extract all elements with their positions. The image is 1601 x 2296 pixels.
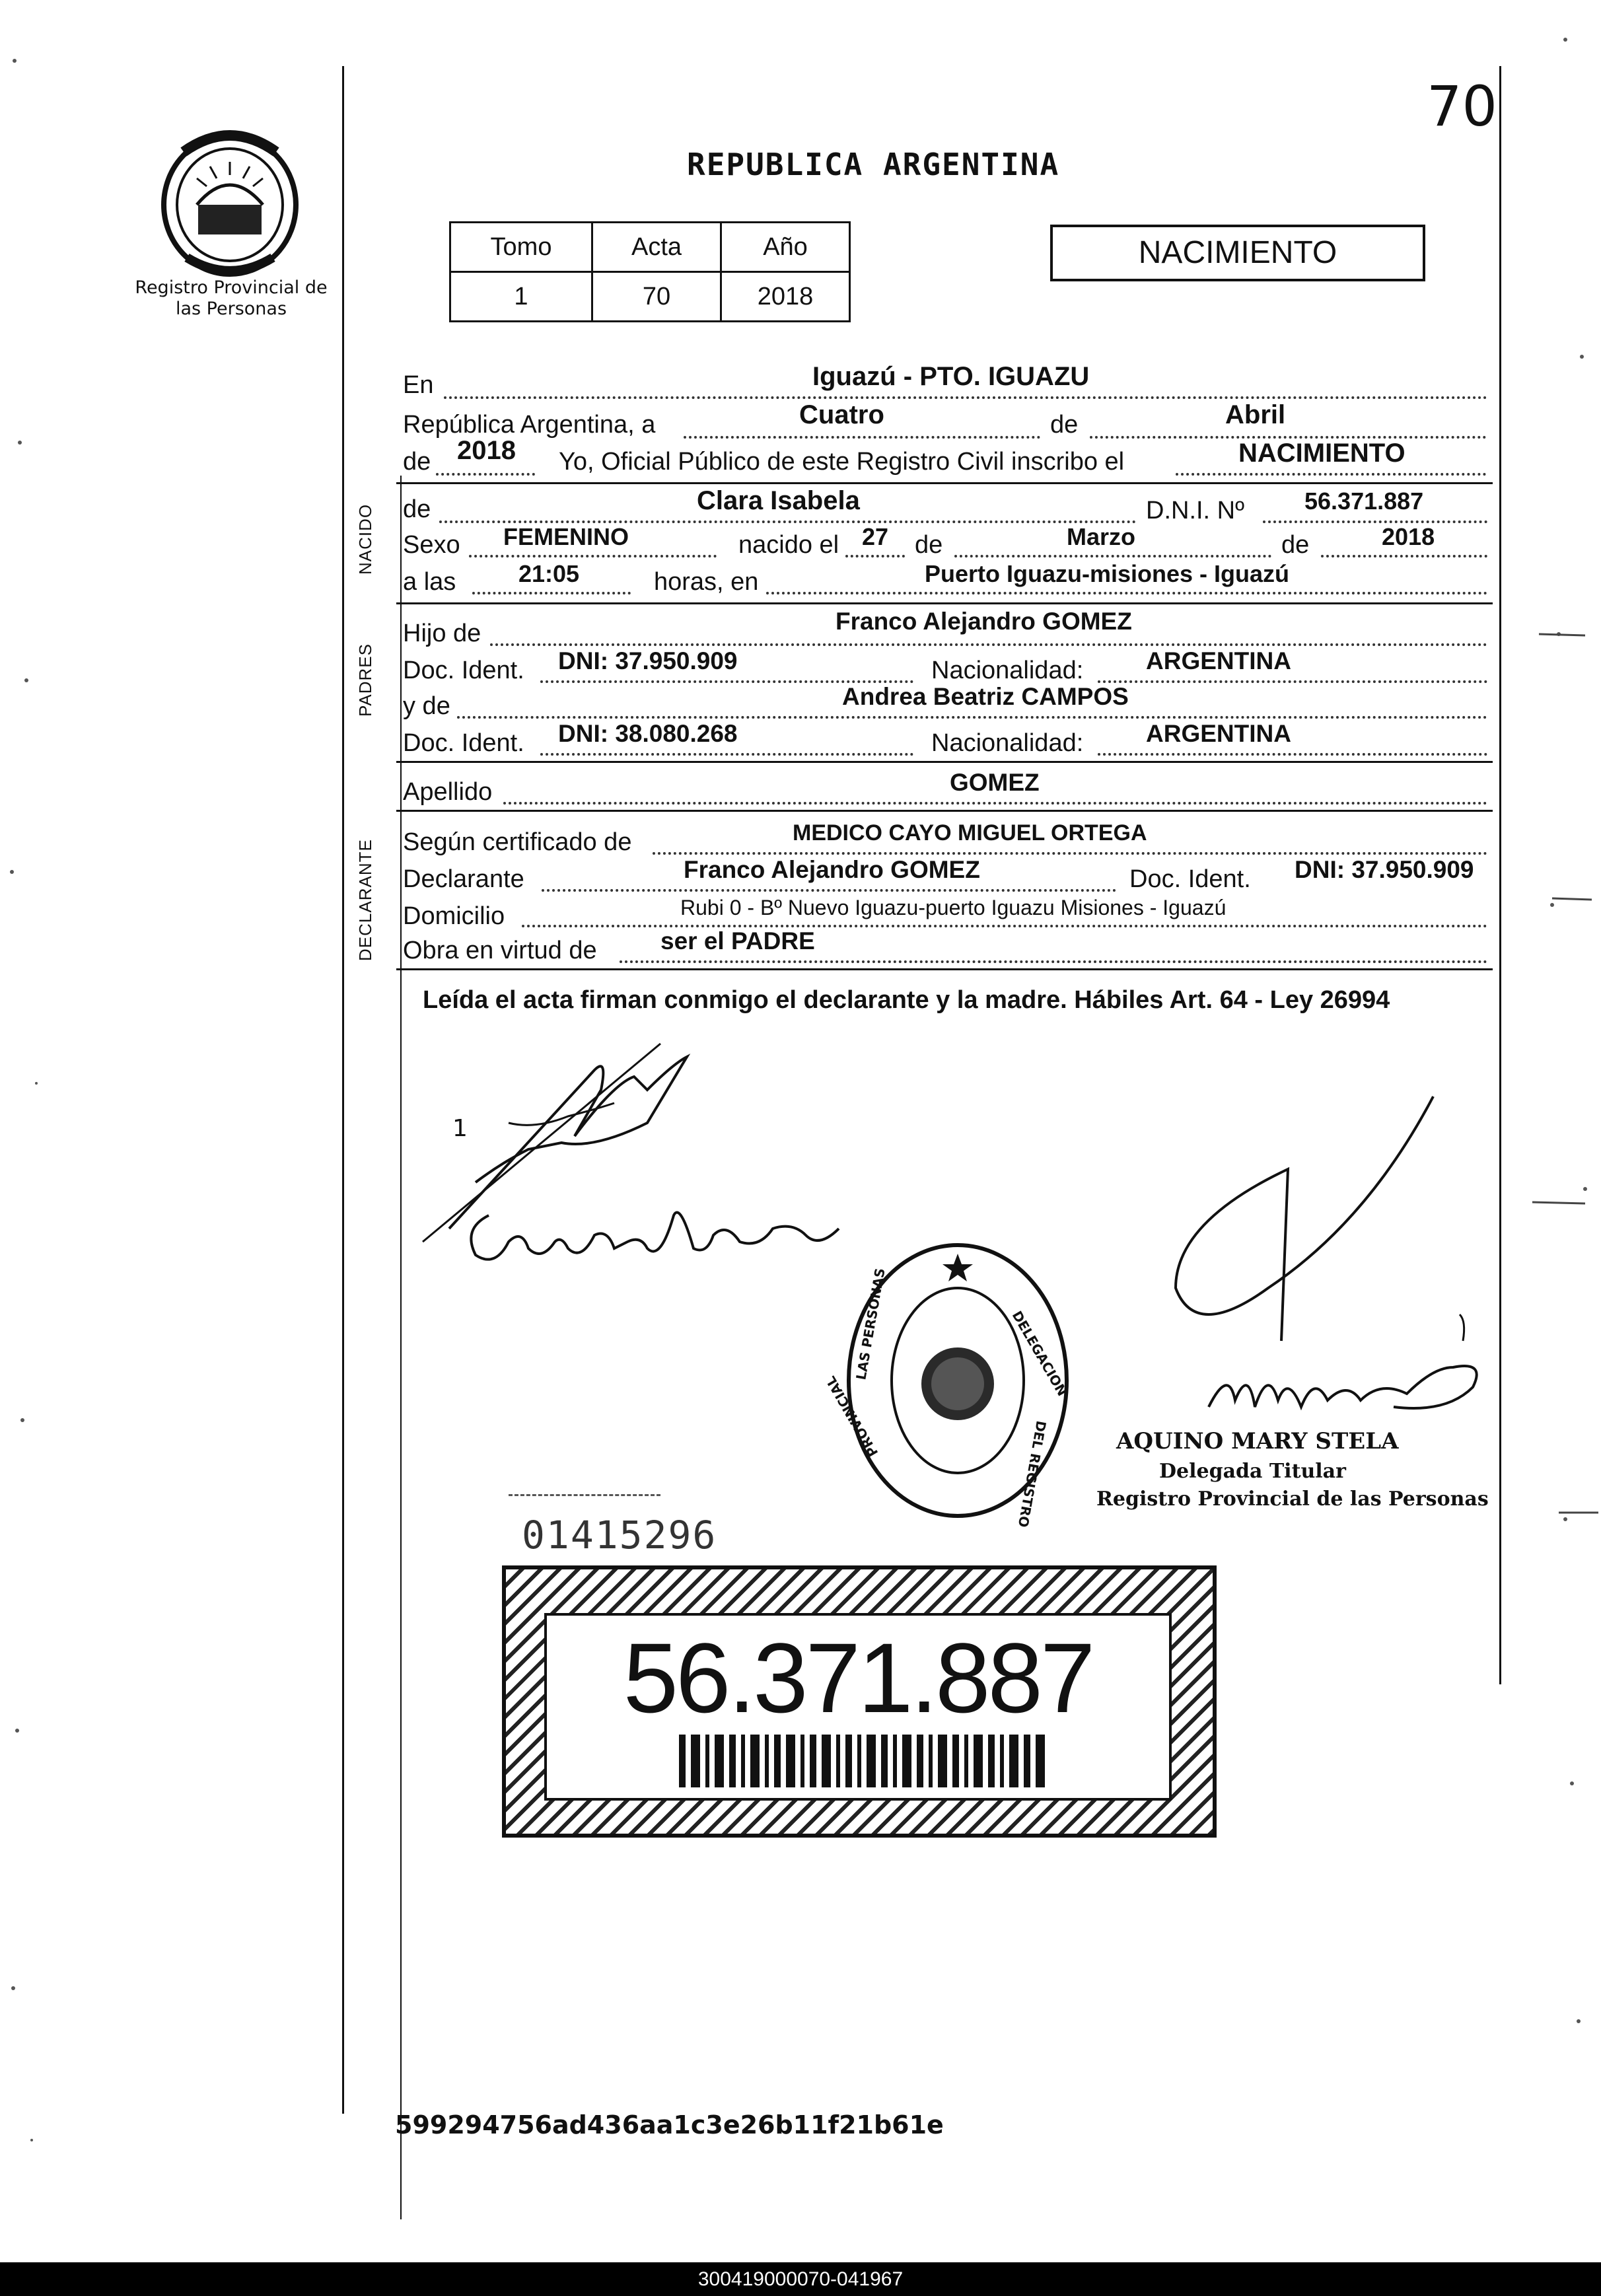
birth-place-value: Puerto Iguazu-misiones - Iguazú [925,560,1290,587]
closing-statement: Leída el acta firman conmigo el declarante y la madre. Hábiles Art. 64 - Ley 26994 [423,986,1390,1014]
a-las-label: a las [403,568,456,596]
page-number: 70 [1427,74,1497,139]
rule [396,482,1493,484]
apellido-label: Apellido [403,778,493,806]
sexo-label: Sexo [403,531,460,559]
day-word-value: Cuatro [799,400,884,429]
birth-time-value: 21:05 [518,560,580,587]
dotted-line [1263,520,1487,523]
year-value: 2018 [457,436,516,465]
value-acta: 70 [592,272,721,322]
rule [396,602,1493,604]
dotted-line [436,473,535,476]
value-ano: 2018 [721,272,850,322]
de2-label: de [403,448,431,476]
province-seal [157,126,302,277]
registry-label: Registro Provincial de las Personas [135,277,328,319]
father-nat-value: ARGENTINA [1146,647,1291,674]
nacido-el-label: nacido el [738,531,839,559]
de-label: de [1050,411,1079,439]
nacido-de-label: de [403,495,431,523]
en-label: En [403,371,434,399]
yo-label: Yo, Oficial Público de este Registro Civil inscribo el [559,448,1125,476]
doc-label: Doc. Ident. [403,729,524,757]
rule [396,761,1493,763]
dotted-line [653,852,1487,855]
declarante-value: Franco Alejandro GOMEZ [684,856,980,883]
nacionalidad-label: Nacionalidad: [931,729,1084,757]
content-left-line [400,476,402,2219]
official-role: Delegada Titular [1159,1460,1346,1483]
child-name-value: Clara Isabela [697,486,860,515]
section-label-padres: PADRES [355,643,375,717]
svg-text:DEL REGISTRO: DEL REGISTRO [1014,1419,1050,1529]
dotted-line [472,592,631,594]
nacionalidad-label: Nacionalidad: [931,657,1084,684]
header-ano: Año [721,223,850,272]
barcode-label [502,1565,1217,1838]
sexo-value: FEMENINO [503,523,629,550]
de-label: de [915,531,943,559]
y-de-label: y de [403,692,450,720]
place-value: Iguazú - PTO. IGUAZU [812,362,1090,391]
dotted-line [1321,555,1487,557]
birth-month-value: Marzo [1067,523,1136,550]
rule [396,968,1493,970]
rule [396,810,1493,812]
section-label-declarante: DECLARANTE [355,839,375,961]
birth-day-value: 27 [862,523,889,550]
dotted-line [954,555,1271,557]
dotted-line [1098,680,1487,683]
certificado-value: MEDICO CAYO MIGUEL ORTEGA [793,820,1147,845]
declarante-label: Declarante [403,865,524,893]
svg-text:LAS PERSONAS: LAS PERSONAS [853,1266,888,1381]
republica-label: República Argentina, a [403,411,656,439]
dotted-line [503,802,1487,805]
stamp-number: 01415296 [522,1513,717,1558]
birth-year-value: 2018 [1382,523,1435,550]
mother-signature [449,1176,872,1281]
doc-label: Doc. Ident. [403,657,524,684]
child-dni-value: 56.371.887 [1304,487,1424,515]
act-type-box: NACIMIENTO [1050,225,1425,281]
domicilio-value: Rubi 0 - Bº Nuevo Iguazu-puerto Iguazu Misiones - Iguazú [680,896,1227,919]
dotted-line [620,960,1487,963]
dotted-line [490,643,1487,646]
section-label-nacido: NACIDO [355,503,375,575]
document-hash: 599294756ad436aa1c3e26b11f21b61e [395,2110,944,2139]
dotted-line [845,555,905,557]
value-tomo: 1 [450,272,592,322]
obra-value: ser el PADRE [660,927,815,954]
dotted-line [457,716,1487,719]
dotted-line [1176,473,1486,476]
hijo-label: Hijo de [403,620,481,647]
official-stamp [822,1235,1077,1529]
horas-label: horas, en [654,568,759,596]
dotted-line [684,436,1040,439]
header-acta: Acta [592,223,721,272]
official-signature [1116,1090,1512,1460]
dotted-line [766,592,1487,594]
father-doc-value: DNI: 37.950.909 [558,647,738,674]
svg-text:DELEGACION: DELEGACION [1009,1308,1071,1399]
dotted-line [542,889,1116,892]
apellido-value: GOMEZ [950,769,1040,796]
official-name: AQUINO MARY STELA [1116,1428,1399,1454]
barcode-panel [544,1613,1172,1801]
header-tomo: Tomo [450,223,592,272]
register-table [449,221,851,322]
stamp-number-rule [509,1494,660,1496]
obra-label: Obra en virtud de [403,937,597,964]
table-value-row [450,272,850,322]
de-label: de [1281,531,1310,559]
month-value: Abril [1225,400,1286,429]
dotted-line [540,753,913,756]
dotted-line [469,555,717,557]
svg-text:PROVINCIAL: PROVINCIAL [822,1373,882,1460]
certificado-label: Según certificado de [403,828,632,856]
official-org: Registro Provincial de las Personas [1096,1488,1489,1511]
inscribed-value: NACIMIENTO [1238,439,1405,468]
mother-doc-value: DNI: 38.080.268 [558,720,738,747]
document-title: REPUBLICA ARGENTINA [687,147,1060,182]
declarante-doc-value: DNI: 37.950.909 [1295,856,1474,883]
table-header-row [450,223,850,272]
signature-mark: 1 [452,1115,468,1142]
mother-name-value: Andrea Beatriz CAMPOS [842,683,1129,710]
dotted-line [1098,753,1487,756]
barcode-icon [679,1735,1049,1787]
dotted-line [444,396,1487,399]
footer-barcode-id: 300419000070-041967 [0,2262,1601,2296]
doc-label: Doc. Ident. [1129,865,1251,893]
dni-label: D.N.I. Nº [1146,497,1244,524]
barcode-number: 56.371.887 [623,1622,1093,1733]
left-margin-line [342,66,344,2114]
mother-nat-value: ARGENTINA [1146,720,1291,747]
domicilio-label: Domicilio [403,902,505,930]
father-name-value: Franco Alejandro GOMEZ [836,608,1132,635]
